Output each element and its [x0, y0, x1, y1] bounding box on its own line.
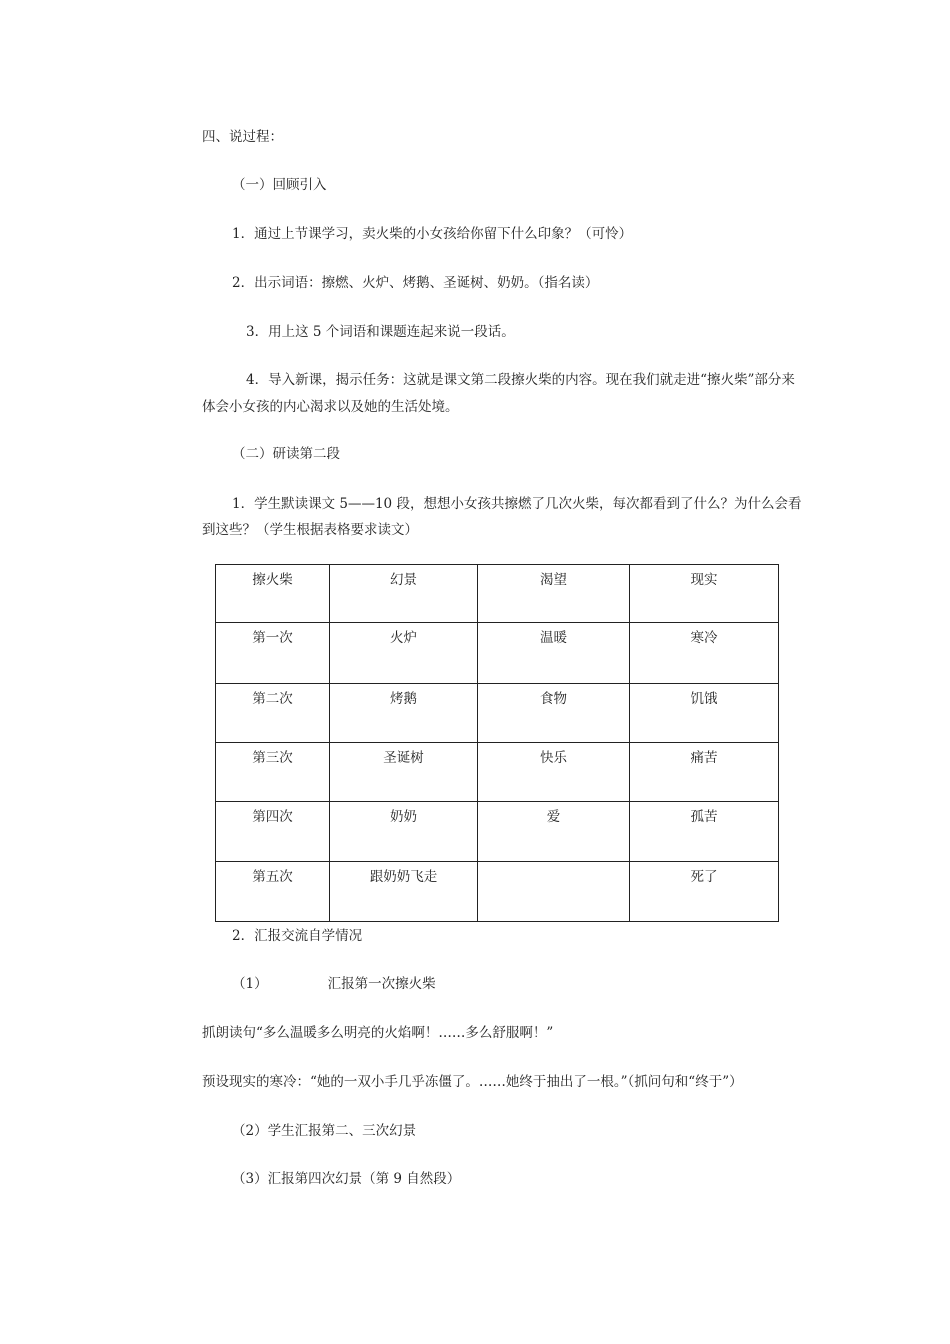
review-item-1: 1．通过上节课学习，卖火柴的小女孩给你留下什么印象？（可怜） [232, 226, 633, 242]
subsection-title-review: （一）回顾引入 [232, 177, 327, 193]
report-sub-1 [232, 974, 436, 994]
subsection-title-study: （二）研读第二段 [232, 446, 340, 462]
report-sub-1-number: （1） [232, 976, 268, 992]
table-cell: 圣诞树 [330, 743, 478, 802]
section-heading: 四、说过程： [202, 129, 283, 145]
table-cell: 饥饿 [630, 684, 779, 743]
table-header-row [216, 565, 779, 623]
study-item-2: 2．汇报交流自学情况 [232, 928, 363, 944]
table-cell: 温暖 [478, 623, 630, 684]
table-cell: 快乐 [478, 743, 630, 802]
table-row [216, 862, 779, 922]
report-sub-1-text: 汇报第一次擦火柴 [327, 976, 436, 992]
report-sub-3: （3）汇报第四次幻景（第 9 自然段） [232, 1171, 461, 1187]
table-header: 渴望 [478, 565, 630, 623]
report-sub-2: （2）学生汇报第二、三次幻景 [232, 1123, 417, 1139]
table-header: 现实 [630, 565, 779, 623]
table-cell: 第四次 [216, 802, 330, 862]
table-cell: 死了 [630, 862, 779, 922]
table-header: 擦火柴 [216, 565, 330, 623]
table-cell: 奶奶 [330, 802, 478, 862]
review-item-2: 2．出示词语：擦燃、火炉、烤鹅、圣诞树、奶奶。（指名读） [232, 275, 599, 291]
table-cell: 火炉 [330, 623, 478, 684]
review-item-3: 3．用上这 5 个词语和课题连起来说一段话。 [246, 324, 515, 340]
table-row [216, 623, 779, 684]
table-cell [478, 862, 630, 922]
table-row [216, 743, 779, 802]
table-cell: 食物 [478, 684, 630, 743]
table-row [216, 684, 779, 743]
table-cell: 跟奶奶飞走 [330, 862, 478, 922]
match-vision-table [215, 564, 779, 922]
table-header: 幻景 [330, 565, 478, 623]
table-cell: 爱 [478, 802, 630, 862]
table-cell: 第三次 [216, 743, 330, 802]
table-cell: 第一次 [216, 623, 330, 684]
review-item-4: 4．导入新课，揭示任务：这就是课文第二段擦火柴的内容。现在我们就走进“擦火柴”部分来体会小女孩的内心渴求以及她的生活处境。 [202, 372, 795, 415]
table-cell: 孤苦 [630, 802, 779, 862]
reality-sentence: 预设现实的寒冷：“她的一双小手几乎冻僵了。……她终于抽出了一根。”（抓问句和“终于”） [202, 1074, 743, 1090]
table-cell: 痛苦 [630, 743, 779, 802]
table-cell: 寒冷 [630, 623, 779, 684]
table-row [216, 802, 779, 862]
table-cell: 第五次 [216, 862, 330, 922]
table-cell: 第二次 [216, 684, 330, 743]
table-cell: 烤鹅 [330, 684, 478, 743]
reading-sentence: 抓朗读句“多么温暖多么明亮的火焰啊！……多么舒服啊！” [202, 1025, 554, 1041]
study-item-1: 1．学生默读课文 5——10 段，想想小女孩共擦燃了几次火柴，每次都看到了什么？为什么会看到这些？（学生根据表格要求读文） [202, 496, 802, 538]
